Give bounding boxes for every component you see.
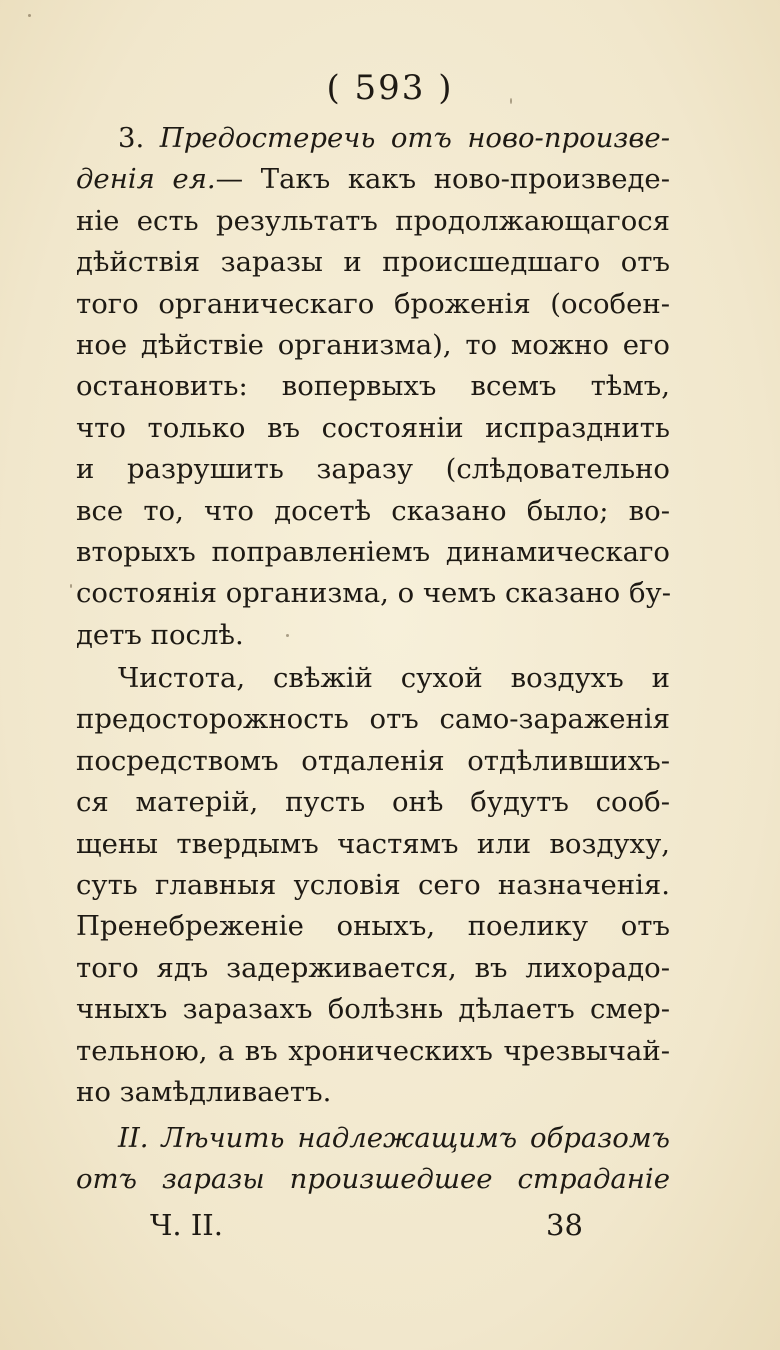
body-text: посредствомъ отдаленія отдѣлившихъ- — [76, 744, 670, 777]
text-line — [76, 532, 670, 573]
body-text: дѣйствія заразы и происшедшаго отъ — [76, 246, 670, 279]
paragraph-3 — [76, 1118, 670, 1201]
body-text: детъ послѣ. — [76, 618, 244, 651]
text-line — [76, 366, 670, 407]
body-text: предосторожность отъ само-зараженія — [76, 703, 670, 736]
text-line — [76, 449, 670, 490]
italic-text: II. Лѣчить надлежащимъ образомъ — [118, 1122, 670, 1154]
paper-speck — [28, 14, 31, 17]
body-text: того органическаго броженія (особен- — [76, 287, 670, 320]
text-line — [76, 573, 670, 614]
body-text: 3. — [118, 122, 160, 154]
text-line — [76, 615, 670, 656]
text-line — [76, 118, 670, 159]
body-text: состоянія организма, о чемъ сказано бу- — [76, 577, 671, 610]
body-text: Чистота, свѣжій сухой воздухъ и — [118, 662, 670, 694]
body-text: ное дѣйствіе организма), то можно его — [76, 328, 670, 361]
body-text: тельною, а въ хроническихъ чрезвычай- — [76, 1034, 670, 1067]
body-text: Пренебреженіе оныхъ, поелику отъ — [76, 910, 670, 943]
text-line — [76, 491, 670, 532]
paper-speck — [286, 634, 289, 637]
paper-speck — [70, 584, 72, 588]
paper-speck — [510, 98, 512, 104]
body-text: остановить: вопервыхъ всемъ тѣмъ, — [76, 370, 670, 403]
text-line — [76, 865, 670, 906]
italic-text: денія ея. — [76, 163, 216, 196]
text-line — [76, 1031, 670, 1072]
signature-mark: Ч. II. — [150, 1208, 223, 1242]
body-text: того ядъ задерживается, въ лихорадо- — [76, 951, 670, 984]
text-line — [76, 906, 670, 947]
body-text: суть главныя условія сего назначенія. — [76, 868, 670, 901]
text-line — [76, 699, 670, 740]
text-line — [76, 201, 670, 242]
text-line — [76, 1159, 670, 1200]
italic-text: отъ заразы произшедшее страданіе — [76, 1163, 670, 1196]
text-line — [76, 159, 670, 200]
italic-text: Предостеречь отъ ново-произве- — [159, 122, 670, 154]
text-line — [76, 242, 670, 283]
body-text: но замѣдливаетъ. — [76, 1075, 332, 1108]
body-text: и разрушить заразу (слѣдовательно — [76, 453, 670, 486]
text-line — [76, 1118, 670, 1159]
page-number: ( 593 ) — [326, 68, 454, 108]
body-text: — Такъ какъ ново-произведе- — [215, 163, 670, 196]
body-text: чныхъ заразахъ болѣзнь дѣлаетъ смер- — [76, 993, 670, 1026]
text-line — [76, 824, 670, 865]
text-line — [76, 989, 670, 1030]
body-text: ніе есть результатъ продолжающагося — [76, 204, 670, 237]
text-line — [76, 948, 670, 989]
text-line — [76, 658, 670, 699]
body-text: ся матерій, пусть онѣ будутъ сооб- — [76, 786, 670, 819]
body-text: все то, что досетѣ сказано было; во- — [76, 494, 670, 527]
text-line — [76, 741, 670, 782]
sheet-number: 38 — [546, 1208, 583, 1242]
body-text: что только въ состояніи испразднить — [76, 411, 670, 444]
text-line — [76, 408, 670, 449]
text-line — [76, 284, 670, 325]
body-text: щены твердымъ частямъ или воздуху, — [76, 827, 670, 860]
body-text: вторыхъ поправленіемъ динамическаго — [76, 535, 670, 568]
text-line — [76, 325, 670, 366]
paragraph-2 — [76, 658, 670, 1113]
text-line — [76, 782, 670, 823]
text-line — [76, 1072, 670, 1113]
paragraph-1 — [76, 118, 670, 656]
